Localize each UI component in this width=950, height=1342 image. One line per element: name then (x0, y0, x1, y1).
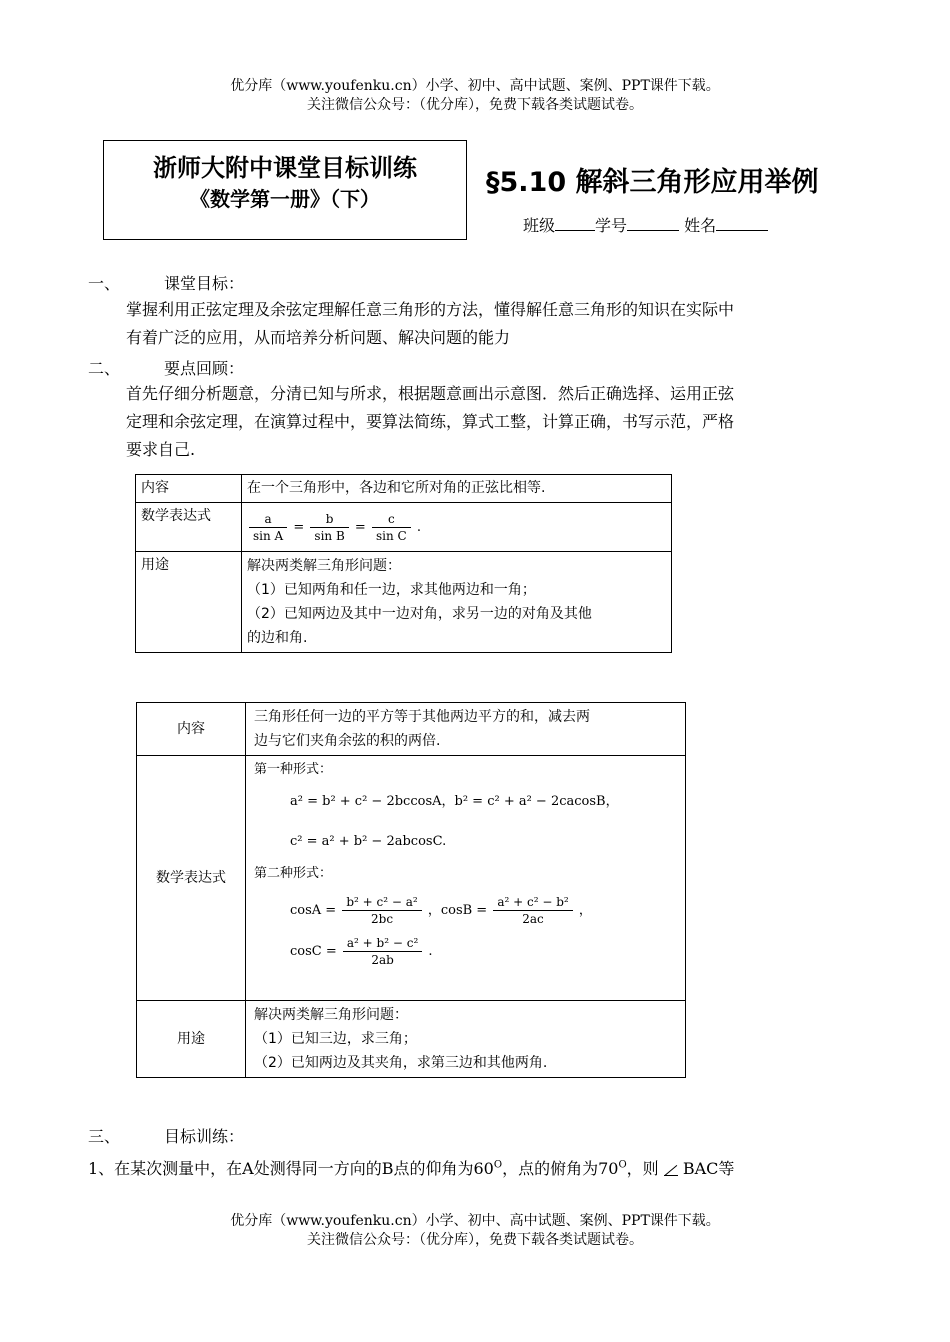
form-2-title: 第二种形式： (254, 866, 333, 881)
denominator: 2ab (343, 951, 422, 968)
number-label: 学号 (595, 216, 628, 235)
denominator: 2bc (342, 910, 421, 927)
form-1-title: 第一种形式： (254, 762, 333, 777)
table-row (137, 1001, 686, 1078)
cosine-law-formulas (246, 756, 686, 1001)
section-3-title: 目标训练： (164, 1127, 245, 1146)
section-3-heading (88, 1124, 244, 1147)
fraction-c-sinC (372, 511, 411, 544)
form-2-cosA-cosB (290, 894, 677, 927)
table2-usage-label: 用途 (137, 1001, 246, 1078)
form-2-cosC (290, 935, 677, 968)
usage-line: （1）已知两角和任一边，求其他两边和一角； (247, 582, 536, 598)
sine-law-formula (242, 503, 672, 552)
equals-sign: = (354, 519, 366, 535)
denominator: sin A (249, 527, 287, 544)
cosine-law-table (136, 702, 686, 1078)
table-row (136, 503, 672, 552)
content-line: 三角形任何一边的平方等于其他两边平方的和，减去两 (254, 709, 590, 725)
name-label: 姓名 (684, 216, 717, 235)
numerator: a (264, 511, 272, 526)
fraction-a-sinA (249, 511, 287, 544)
student-info-line (523, 213, 768, 236)
period: . (416, 519, 421, 535)
school-title-box (103, 140, 467, 240)
cosB-fraction (493, 894, 572, 927)
section-2-number: 二、 (88, 359, 121, 378)
numerator: b² + c² − a² (346, 895, 418, 909)
table-row (136, 475, 672, 503)
lesson-title: §5.10 解斜三角形应用举例 (486, 167, 819, 198)
table1-content-label: 内容 (136, 475, 242, 503)
table-row (137, 703, 686, 756)
usage-line: （2）已知两边及其中一边对角，求另一边的对角及其他 (247, 606, 592, 622)
cosB-label: ，cosB = (427, 903, 488, 918)
numerator: c (387, 511, 395, 526)
table-row (136, 552, 672, 653)
denominator: sin C (372, 527, 411, 544)
section-1-line-2: 有着广泛的应用，从而培养分析问题、解决问题的能力 (126, 328, 511, 347)
section-2-line-1: 首先仔细分析题意，分清已知与所求，根据题意画出示意图．然后正确选择、运用正弦 (126, 384, 735, 403)
table1-content-text: 在一个三角形中，各边和它所对角的正弦比相等. (242, 475, 672, 503)
usage-line: 的边和角. (247, 630, 308, 646)
table1-usage-text (242, 552, 672, 653)
section-1-title: 课堂目标： (164, 274, 245, 293)
fraction-b-sinB (310, 511, 348, 544)
usage-line: 解决两类解三角形问题： (254, 1007, 408, 1023)
denominator: sin B (310, 527, 348, 544)
section-3-number: 三、 (88, 1127, 121, 1146)
question-1-text-part-4: BAC等 (682, 1159, 735, 1178)
header-line-2: 关注微信公众号：（优分库），免费下载各类试题试卷。 (307, 97, 643, 113)
table2-usage-text (246, 1001, 686, 1078)
section-2-line-2: 定理和余弦定理，在演算过程中，要算法简练，算式工整，计算正确，书写示范，严格 (126, 412, 735, 431)
book-name: 《数学第一册》（下） (190, 187, 380, 211)
sine-law-table (135, 474, 672, 653)
form-1-equation-1: a² = b² + c² − 2bccosA，b² = c² + a² − 2cacosB， (290, 794, 619, 809)
comma: ， (578, 903, 592, 918)
table2-formula-label: 数学表达式 (137, 756, 246, 1001)
equals-sign: = (293, 519, 305, 535)
number-blank[interactable] (627, 216, 679, 231)
class-blank[interactable] (555, 216, 595, 231)
table1-usage-label: 用途 (136, 552, 242, 653)
table-row (137, 756, 686, 1001)
cosA-fraction (342, 894, 421, 927)
numerator: a² + b² − c² (346, 936, 419, 950)
cosC-label: cosC = (290, 944, 337, 959)
section-1-text (126, 296, 734, 352)
usage-line: （2）已知两边及其夹角，求第三边和其他两角. (254, 1055, 548, 1071)
content-line: 边与它们夹角余弦的积的两倍. (254, 733, 441, 749)
table2-content-text (246, 703, 686, 756)
footer-line-1: 优分库（www.youfenku.cn）小学、初中、高中试题、案例、PPT课件下载。 (230, 1213, 720, 1229)
cosA-label: cosA = (290, 903, 337, 918)
cosC-fraction (343, 935, 422, 968)
footer-line-2: 关注微信公众号：（优分库），免费下载各类试题试卷。 (307, 1232, 643, 1248)
class-label: 班级 (523, 216, 556, 235)
question-1-text-part-1: 1、在某次测量中，在A处测得同一方向的B点的仰角为60 (88, 1159, 494, 1178)
section-1-number: 一、 (88, 274, 121, 293)
question-1-text-part-2: ，点的俯角为70 (502, 1159, 619, 1178)
usage-line: 解决两类解三角形问题： (247, 558, 401, 574)
section-2-text (126, 380, 734, 464)
question-1-text-part-3: ，则 (626, 1159, 659, 1178)
page-footer (0, 1212, 950, 1250)
school-name: 浙师大附中课堂目标训练 (153, 154, 417, 182)
name-blank[interactable] (716, 216, 768, 231)
section-1-line-1: 掌握利用正弦定理及余弦定理解任意三角形的方法，懂得解任意三角形的知识在实际中 (126, 300, 735, 319)
period: . (428, 944, 433, 959)
header-line-1: 优分库（www.youfenku.cn）小学、初中、高中试题、案例、PPT课件下载。 (230, 78, 720, 94)
degree-superscript: O (493, 1159, 503, 1171)
numerator: a² + c² − b² (497, 895, 569, 909)
form-1-equation-2: c² = a² + b² − 2abcosC. (290, 834, 447, 849)
degree-superscript: O (618, 1159, 627, 1171)
table2-content-label: 内容 (137, 703, 246, 756)
numerator: b (325, 511, 334, 526)
section-2-line-3: 要求自己. (126, 440, 196, 459)
denominator: 2ac (493, 910, 572, 927)
table1-formula-label: 数学表达式 (136, 503, 242, 552)
question-1 (88, 1156, 734, 1179)
section-2-title: 要点回顾： (164, 359, 245, 378)
usage-line: （1）已知三边，求三角； (254, 1031, 417, 1047)
angle-symbol-icon (664, 1162, 678, 1176)
page-header (0, 77, 950, 115)
section-1-heading (88, 271, 244, 294)
section-2-heading (88, 356, 244, 379)
